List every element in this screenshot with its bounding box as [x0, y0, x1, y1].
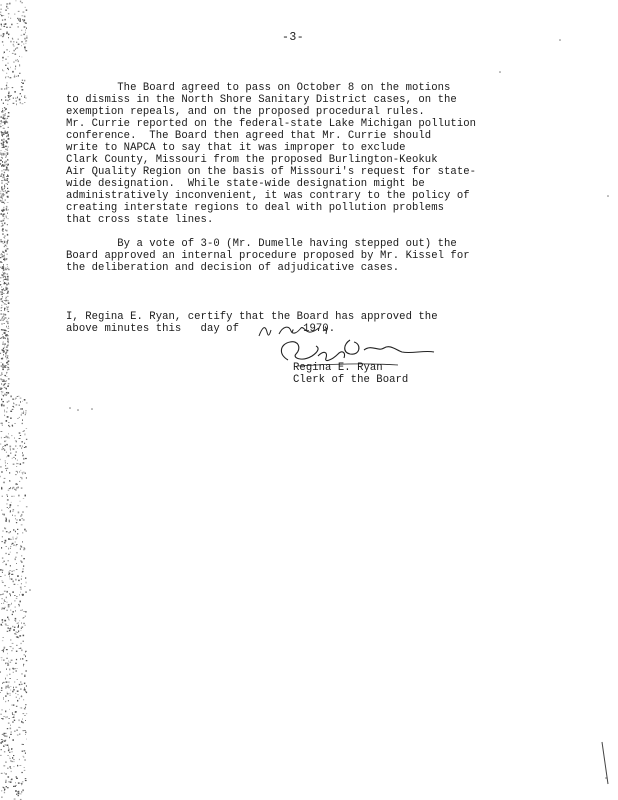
paragraph-2-line-3: the deliberation and decision of adjudicative cases.: [66, 262, 400, 274]
paragraph-1-line-7: Clark County, Missouri from the proposed Burlington-Keokuk: [66, 154, 438, 166]
paragraph-1-line-8: Air Quality Region on the basis of Missouri's request for state-: [66, 166, 477, 178]
paragraph-1-line-2: to dismiss in the North Shore Sanitary District cases, on the: [66, 94, 457, 106]
certification-line-2: above minutes this day of , 1970.: [66, 323, 336, 335]
paragraph-1-line-5: conference. The Board then agreed that Mr. Currie should: [66, 130, 432, 142]
paragraph-2-line-1: By a vote of 3-0 (Mr. Dumelle having stepped out) the: [66, 238, 457, 250]
page-number: -3-: [282, 31, 305, 44]
signatory-name: Regina E. Ryan: [293, 362, 383, 374]
scan-corner-mark: [598, 740, 612, 786]
scan-edge-noise: [0, 0, 40, 800]
paragraph-1-line-1: The Board agreed to pass on October 8 on the motions: [66, 82, 451, 94]
paragraph-1-line-10: administratively inconvenient, it was contrary to the policy of: [66, 190, 470, 202]
paragraph-1-line-12: that cross state lines.: [66, 214, 214, 226]
paragraph-1-line-11: creating interstate regions to deal with pollution problems: [66, 202, 445, 214]
paragraph-1-line-3: exemption repeals, and on the proposed procedural rules.: [66, 106, 425, 118]
certification-line-1: I, Regina E. Ryan, certify that the Board has approved the: [66, 311, 438, 323]
paragraph-2-line-2: Board approved an internal procedure proposed by Mr. Kissel for: [66, 250, 470, 262]
paragraph-1-line-4: Mr. Currie reported on the federal-state Lake Michigan pollution: [66, 118, 477, 130]
signatory-title: Clerk of the Board: [293, 374, 409, 386]
paragraph-1-line-6: write to NAPCA to say that it was improper to exclude: [66, 142, 406, 154]
paragraph-1-line-9: wide designation. While state-wide designation might be: [66, 178, 425, 190]
